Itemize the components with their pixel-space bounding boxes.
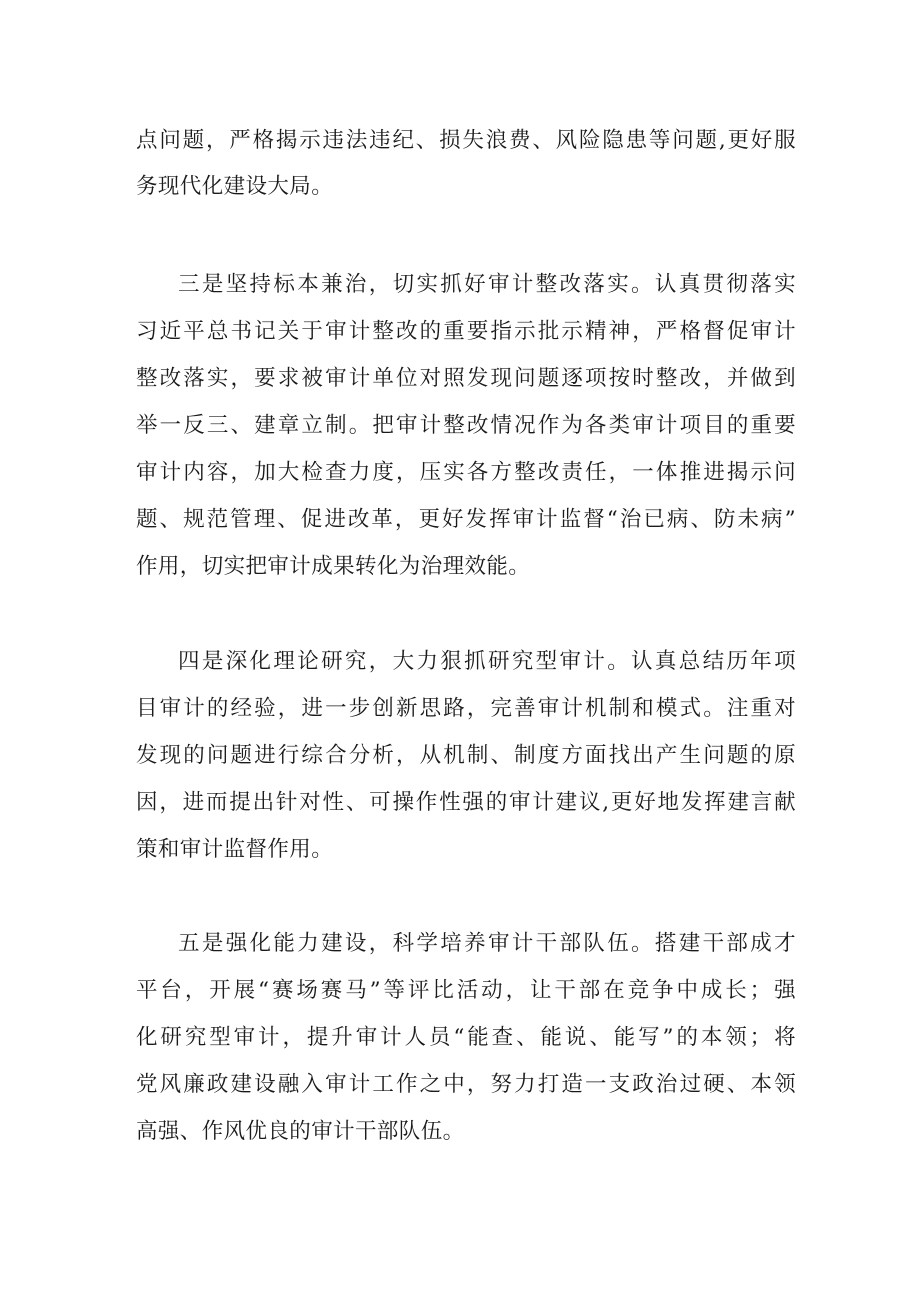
text-line: 化研究型审计，提升审计人员“能查、能说、能写”的本领；将 [136,1025,796,1050]
text-line: 目审计的经验，进一步创新思路，完善审计机制和模式。注重对 [136,696,796,721]
text-line: 三是坚持标本兼治，切实抓好审计整改落实。认真贯彻落实 [178,272,796,297]
text-line: 务现代化建设大局。 [136,174,334,199]
text-line: 作用，切实把审计成果转化为治理效能。 [136,554,531,579]
text-line: 审计内容，加大检查力度，压实各方整改责任，一体推进揭示问 [136,460,796,485]
text-line: 整改落实，要求被审计单位对照发现问题逐项按时整改，并做到 [136,366,796,391]
text-line: 党风廉政建设融入审计工作之中，努力打造一支政治过硬、本领 [136,1072,796,1097]
text-line: 因，进而提出针对性、可操作性强的审计建议,更好地发挥建言献 [136,790,796,815]
text-line: 高强、作风优良的审计干部队伍。 [136,1119,465,1144]
text-line: 举一反三、建章立制。把审计整改情况作为各类审计项目的重要 [136,413,796,438]
text-line: 四是深化理论研究，大力狠抓研究型审计。认真总结历年项 [178,649,796,674]
text-line: 五是强化能力建设，科学培养审计干部队伍。搭建干部成才 [178,931,796,956]
text-line: 点问题，严格揭示违法违纪、损失浪费、风险隐患等问题,更好服 [136,128,796,153]
text-line: 习近平总书记关于审计整改的重要指示批示精神，严格督促审计 [136,319,796,344]
text-line: 题、规范管理、促进改革，更好发挥审计监督“治已病、防未病” [136,507,796,532]
text-line: 平台，开展“赛场赛马”等评比活动，让干部在竞争中成长；强 [136,978,796,1003]
text-line: 策和审计监督作用。 [136,837,334,862]
text-line: 发现的问题进行综合分析，从机制、制度方面找出产生问题的原 [136,743,796,768]
